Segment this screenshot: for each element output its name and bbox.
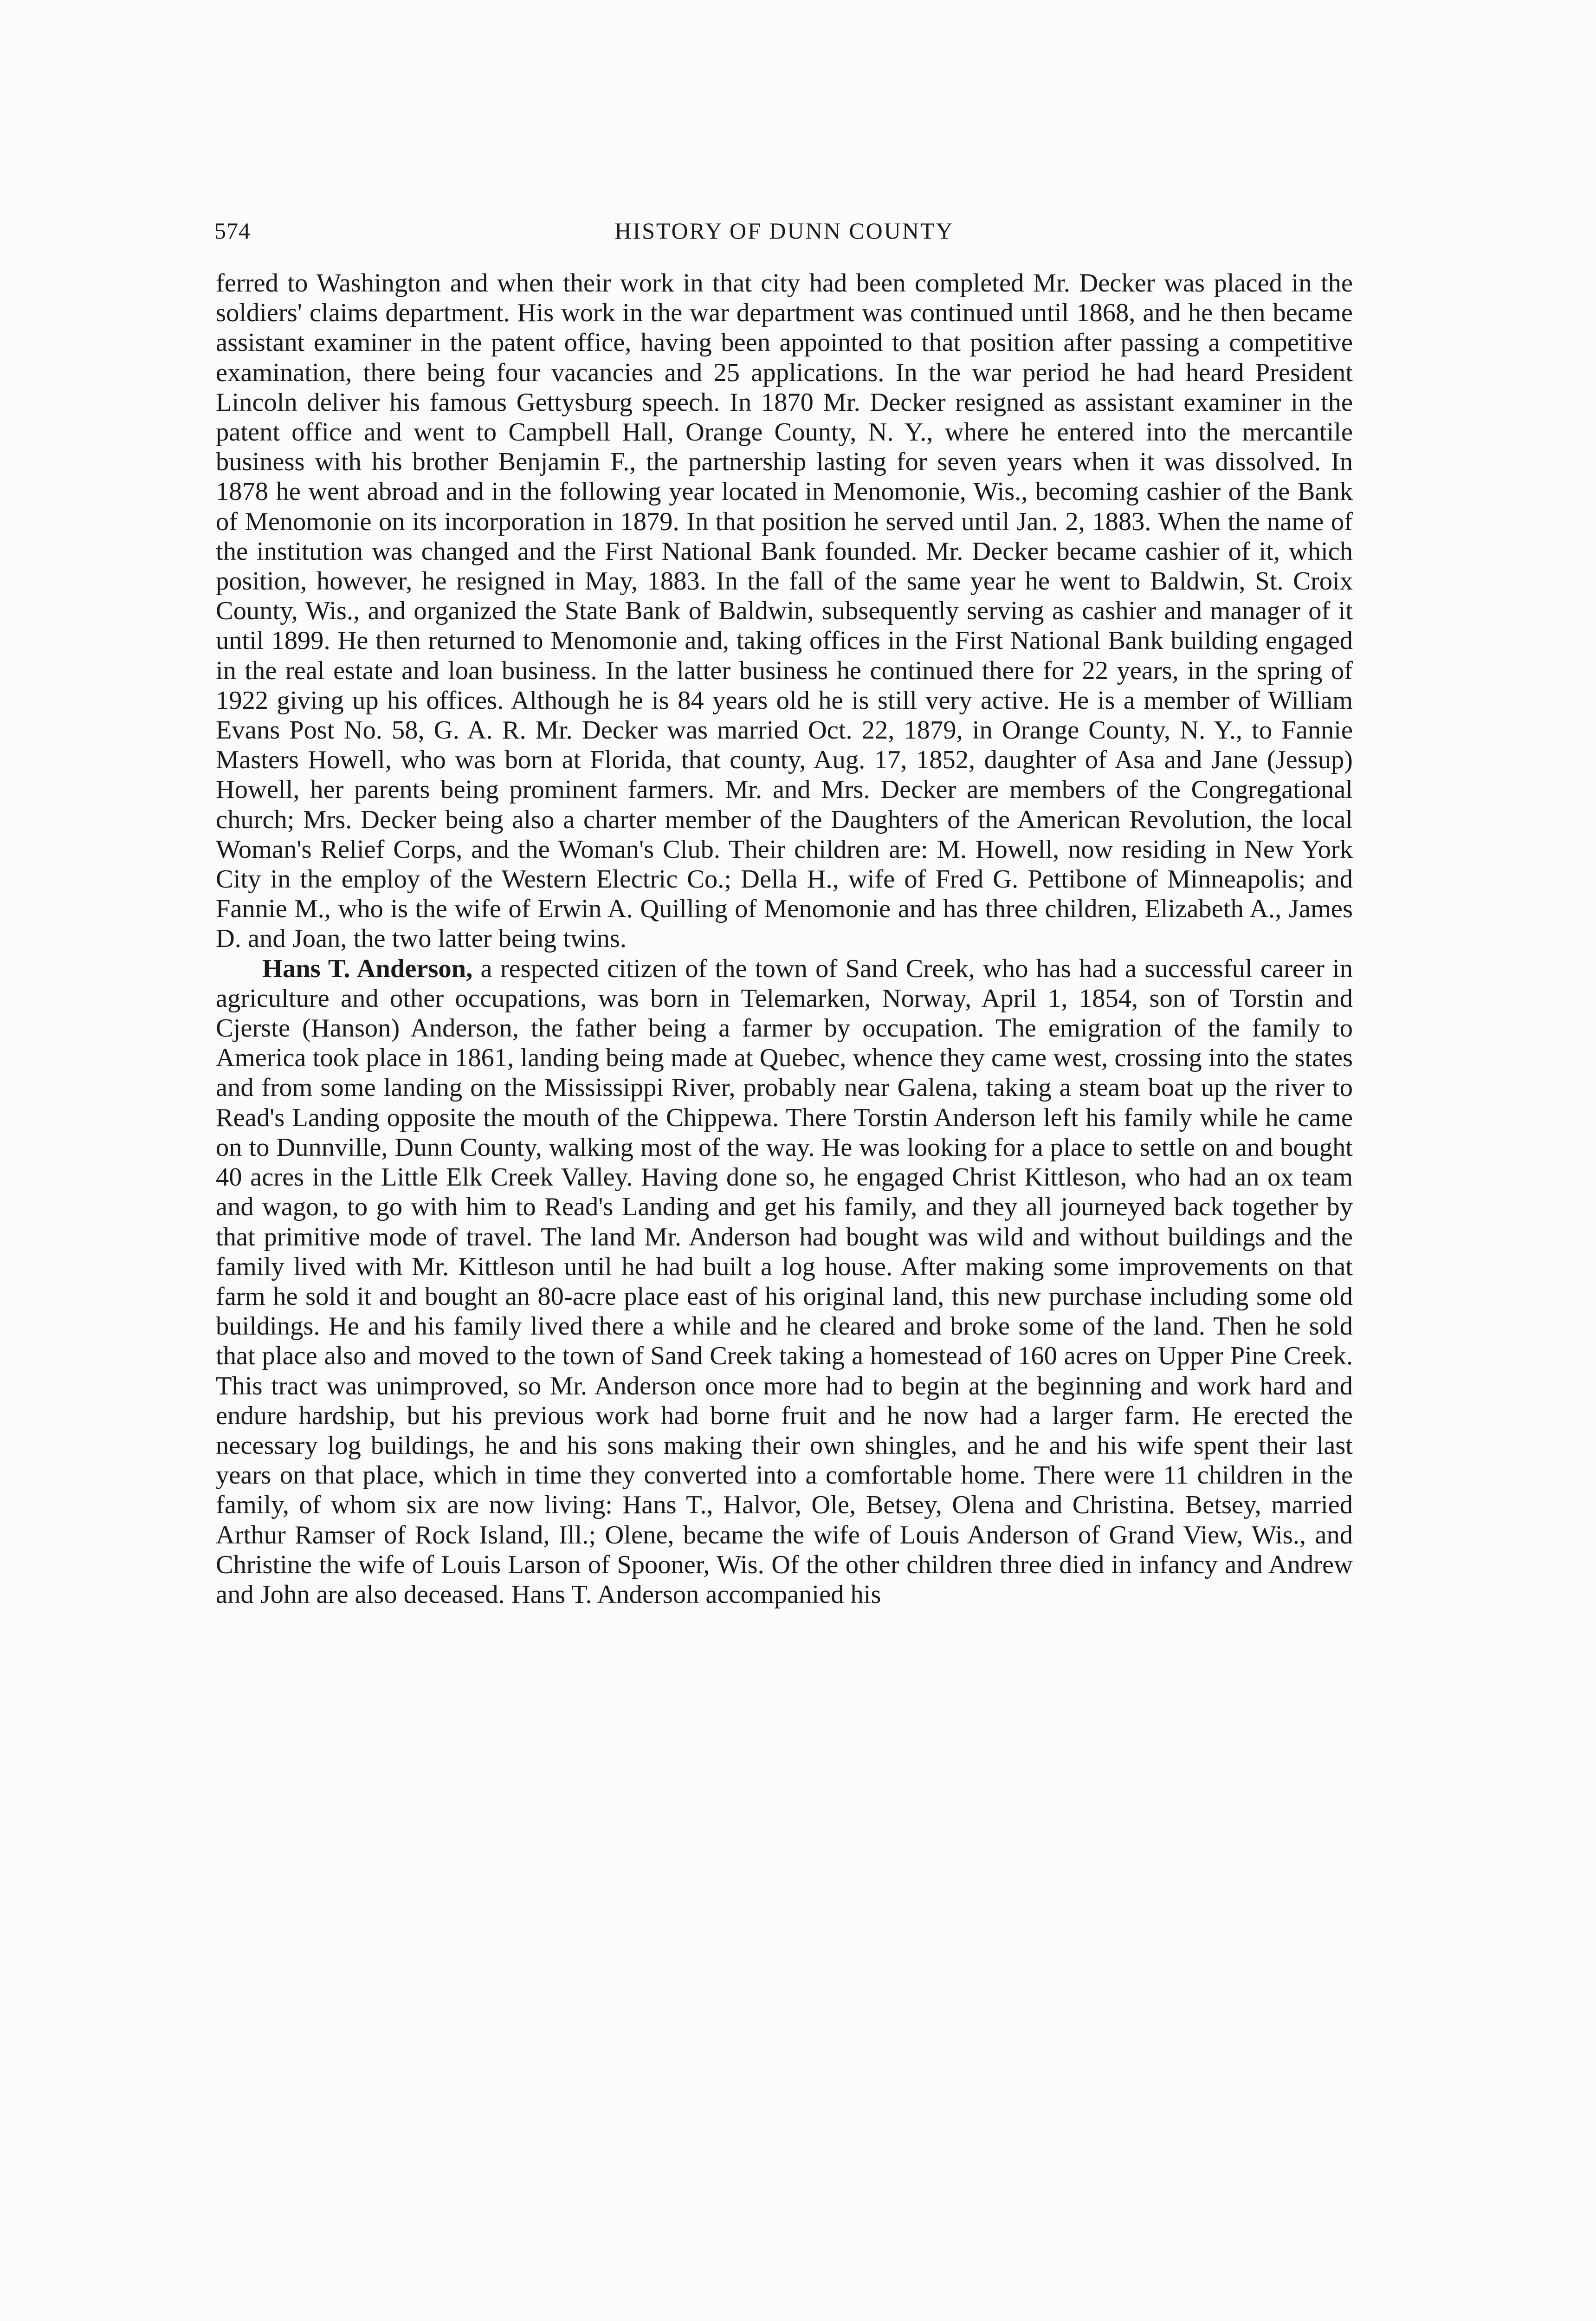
body-text — [216, 268, 1353, 1609]
running-title: HISTORY OF DUNN COUNTY — [614, 218, 954, 244]
page-number: 574 — [214, 218, 251, 244]
paragraph-decker: ferred to Washington and when their work in that city had been completed Mr. Decker was placed in the soldiers' claims department. His work in the war department was continued until 1868, and he then became assistant examiner in the patent office, having been appointed to that position after passing a competitive examination, there being four vacancies and 25 applications. In the war period he had heard President Lincoln deliver his famous Gettysburg speech. In 1870 Mr. Decker resigned as assistant examiner in the patent office and went to Campbell Hall, Orange County, N. Y., where he entered into the mercantile business with his brother Benjamin F., the partnership lasting for seven years when it was dissolved. In 1878 he went abroad and in the following year located in Menomonie, Wis., becoming cashier of the Bank of Menomonie on its incorporation in 1879. In that position he served until Jan. 2, 1883. When the name of the institution was changed and the First National Bank founded. Mr. Decker became cashier of it, which position, however, he resigned in May, 1883. In the fall of the same year he went to Baldwin, St. Croix County, Wis., and organized the State Bank of Baldwin, subsequently serving as cashier and manager of it until 1899. He then returned to Menomonie and, taking offices in the First National Bank building engaged in the real estate and loan business. In the latter business he continued there for 22 years, in the spring of 1922 giving up his offices. Although he is 84 years old he is still very active. He is a member of William Evans Post No. 58, G. A. R. Mr. Decker was married Oct. 22, 1879, in Orange County, N. Y., to Fannie Masters Howell, who was born at Florida, that county, Aug. 17, 1852, daughter of Asa and Jane (Jessup) Howell, her parents being prominent farmers. Mr. and Mrs. Decker are members of the Congregational church; Mrs. Decker being also a charter member of the Daughters of the American Revolution, the local Woman's Relief Corps, and the Woman's Club. Their children are: M. Howell, now residing in New York City in the employ of the Western Electric Co.; Della H., wife of Fred G. Pettibone of Minneapolis; and Fannie M., who is the wife of Erwin A. Quilling of Menomonie and has three children, Elizabeth A., James D. and Joan, the two latter being twins. — [216, 269, 1353, 953]
subject-name: Hans T. Anderson, — [262, 954, 473, 983]
paragraph-anderson-text: a respected citizen of the town of Sand Creek, who has had a successful career in agriculture and other occupations, was born in Telemarken, Norway, April 1, 1854, son of Torstin and Cjerste (Hanson) Anderson, the father being a farmer by occupation. The emigration of the family to America took place in 1861, landing being made at Quebec, whence they came west, crossing into the states and from some landing on the Mississippi River, probably near Galena, taking a steam boat up the river to Read's Landing opposite the mouth of the Chippewa. There Torstin Anderson left his family while he came on to Dunnville, Dunn County, walking most of the way. He was looking for a place to settle on and bought 40 acres in the Little Elk Creek Valley. Having done so, he engaged Christ Kittleson, who had an ox team and wagon, to go with him to Read's Landing and get his family, and they all journeyed back together by that primitive mode of travel. The land Mr. Anderson had bought was wild and without buildings and the family lived with Mr. Kittleson until he had built a log house. After making some improvements on that farm he sold it and bought an 80-acre place east of his original land, this new purchase including some old buildings. He and his family lived there a while and he cleared and broke some of the land. Then he sold that place also and moved to the town of Sand Creek taking a homestead of 160 acres on Upper Pine Creek. This tract was unimproved, so Mr. Anderson once more had to begin at the beginning and work hard and endure hardship, but his previous work had borne fruit and he now had a larger farm. He erected the necessary log buildings, he and his sons making their own shingles, and he and his wife spent their last years on that place, which in time they converted into a comfortable home. There were 11 children in the family, of whom six are now living: Hans T., Halvor, Ole, Betsey, Olena and Christina. Betsey, married Arthur Ramser of Rock Island, Ill.; Olene, became the wife of Louis Anderson of Grand View, Wis., and Christine the wife of Louis Larson of Spooner, Wis. Of the other children three died in infancy and Andrew and John are also deceased. Hans T. Anderson accompanied his — [216, 954, 1353, 1609]
page-header — [214, 214, 1354, 247]
paragraph-anderson — [216, 954, 1353, 1609]
